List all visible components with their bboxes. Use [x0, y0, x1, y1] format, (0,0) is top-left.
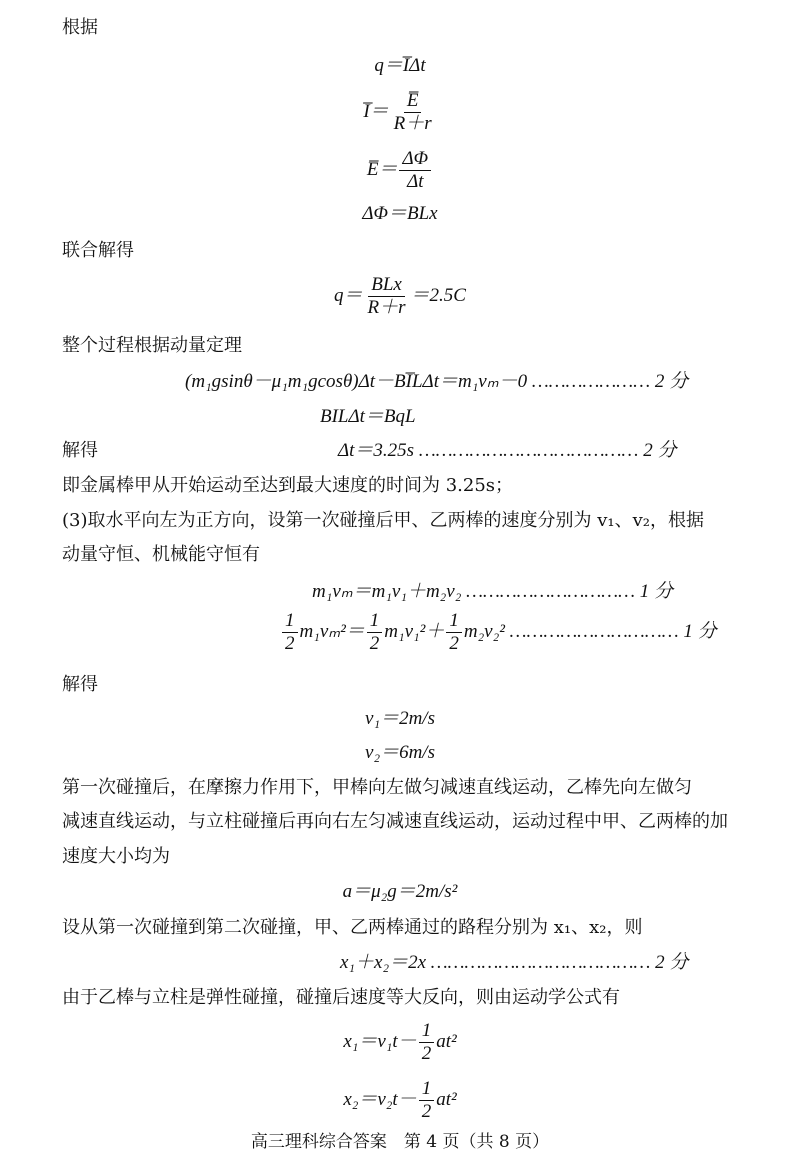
numerator: 1: [446, 610, 462, 633]
numerator: ΔΦ: [399, 148, 431, 171]
denominator: R＋r: [367, 297, 406, 318]
equation-charge-result: [0, 274, 800, 319]
denominator: 2: [369, 633, 380, 654]
page-footer: 高三理科综合答案 第 4 页（共 8 页）: [250, 1132, 550, 1152]
equation-momentum-theorem: (m₁gsinθ－μ₁m₁gcosθ)Δt－BI̅LΔt＝m₁vₘ－0 ………………… 2 分: [185, 371, 689, 392]
eq-part: at²: [436, 1030, 457, 1052]
equation-x1: [0, 1020, 800, 1065]
text-line: 减速直线运动，与立柱碰撞后再向右左匀减速直线运动，运动过程中甲、乙两棒的加: [62, 811, 728, 832]
eq-part: x₂＝v₂t－: [343, 1088, 417, 1110]
text-line: (3)取水平向左为正方向，设第一次碰撞后甲、乙两棒的速度分别为 v₁、v₂，根据: [62, 510, 704, 531]
denominator: 2: [421, 1101, 432, 1122]
eq-part: x₁＝v₁t－: [343, 1030, 417, 1052]
equation-x2: [0, 1078, 800, 1123]
equation-v1: v₁＝2m/s: [365, 708, 435, 729]
equation-v2: v₂＝6m/s: [365, 742, 435, 763]
equation-momentum-conservation: m₁vₘ＝m₁v₁＋m₂v₂ ………………………… 1 分: [312, 581, 674, 602]
denominator: Δt: [407, 171, 424, 192]
text-line: 动量守恒、机械能守恒有: [62, 544, 260, 565]
eq-rhs: ＝2.5C: [410, 284, 466, 306]
eq-lhs: I̅＝: [363, 100, 389, 122]
denominator: R＋r: [393, 113, 432, 134]
equation-flux: ΔΦ＝BLx: [362, 203, 438, 224]
text-line: 第一次碰撞后，在摩擦力作用下，甲棒向左做匀减速直线运动，乙棒先向左做匀: [62, 777, 692, 798]
denominator: 2: [421, 1043, 432, 1064]
text-line: 速度大小均为: [62, 846, 170, 867]
text-line: 即金属棒甲从开始运动至达到最大速度的时间为 3.25s；: [62, 475, 514, 496]
equation-current: [0, 90, 800, 135]
eq-part: m₁vₘ²＝: [299, 620, 365, 642]
equation-acceleration: a＝μ₂g＝2m/s²: [342, 881, 458, 902]
equation-energy-conservation: [280, 610, 780, 655]
text-line: 联合解得: [62, 240, 134, 261]
text-line: 解得: [62, 674, 98, 695]
eq-part: m₁v₁²＋: [384, 620, 445, 642]
numerator: E̅: [404, 90, 422, 113]
numerator: 1: [367, 610, 383, 633]
equation-impulse: BILΔt＝BqL: [320, 406, 416, 427]
equation-charge: q＝I̅Δt: [374, 55, 426, 76]
text-line: 整个过程根据动量定理: [62, 335, 242, 356]
numerator: BLx: [368, 274, 405, 297]
eq-lhs: q＝: [334, 284, 363, 306]
denominator: 2: [285, 633, 295, 654]
numerator: 1: [282, 610, 298, 633]
equation-path-sum: x₁＋x₂＝2x ………………………………… 2 分: [340, 952, 689, 973]
text-line: 由于乙棒与立柱是弹性碰撞，碰撞后速度等大反向，则由运动学公式有: [62, 987, 620, 1008]
denominator: 2: [449, 633, 459, 654]
text-line: 根据: [62, 17, 98, 38]
eq-part: at²: [436, 1088, 457, 1110]
text-line: 设从第一次碰撞到第二次碰撞，甲、乙两棒通过的路程分别为 x₁、x₂，则: [62, 917, 643, 938]
eq-part: m₂v₂² ………………………… 1 分: [463, 620, 717, 642]
numerator: 1: [419, 1078, 435, 1101]
numerator: 1: [419, 1020, 435, 1043]
equation-time: Δt＝3.25s ………………………………… 2 分: [338, 440, 677, 461]
text-line: 解得: [62, 440, 98, 461]
equation-emf: [0, 148, 800, 193]
eq-lhs: E̅＝: [366, 158, 398, 180]
